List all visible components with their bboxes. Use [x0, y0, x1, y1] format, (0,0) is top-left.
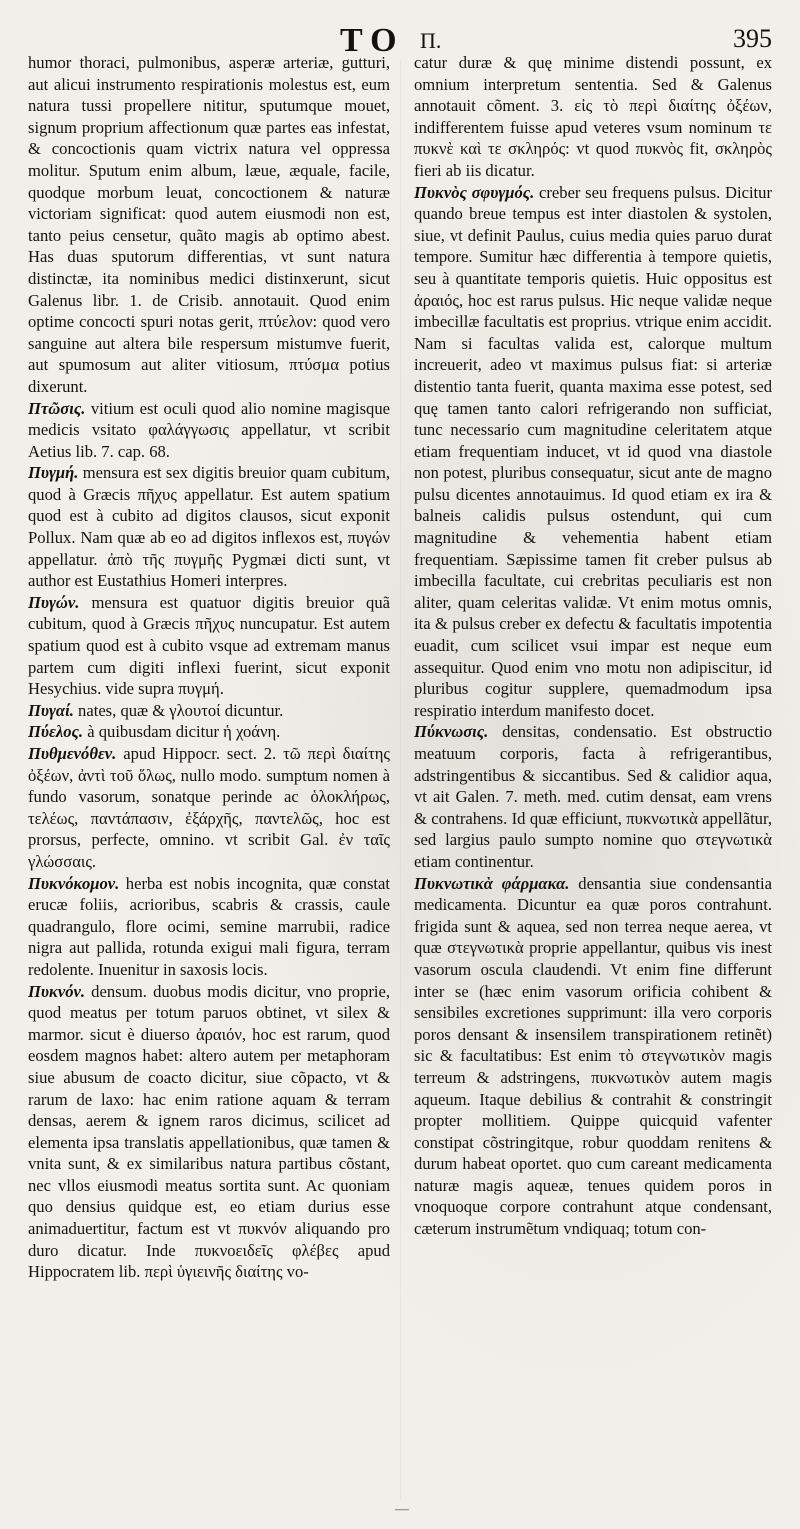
section-letter: Π. [420, 28, 442, 53]
running-title: TO [340, 22, 405, 59]
entry-lemma: Πυκνόν. [28, 981, 86, 1001]
column-gutter [400, 60, 401, 1500]
entry-text: vitium est oculi quod alio nomine magisque medicis vsitato φαλάγγωσις appellatur, vt scribit Aetius lib. 7. cap. 68. [28, 398, 390, 461]
dictionary-entry [28, 592, 390, 700]
left-column [28, 52, 390, 1500]
entry-text: densantia siue condensantia medicamenta. Dicuntur ea quæ poros contrahunt. frigida sunt & aquea, sed non terrea neque aerea, vt quæ στεγνωτικὰ proprie appellantur, quibus vis inest vasorum oscula claudendi. Vt enim fine differunt inter se (hæc enim vasorum orificia cohibent & sensibiles excretiones supprimunt: illa vero corporis poros densant & insensilem transpirationem retinẽt) sic & facultatibus: Est enim τὸ στεγνωτικὸν magis terreum & adstringens, πυκνωτικὸν autem magis aqueum. Itaque debilius & contrahit & constringit propter mollitiem. Quippe quicquid vafenter constipat cõstringitque, robur quoddam renitens & durum habeat oportet. quo cum careant medicamenta naturæ magis aqueæ, tenues quidem poros in vnoquoque corpore contrahunt atque condensant, cæterum instrumẽtum vndiquaq; totum con- [414, 873, 772, 1239]
dictionary-entry [414, 721, 772, 872]
entry-text: apud Hippocr. sect. 2. τῶ περὶ διαίτης ὀξέων, ἀντὶ τοῦ ὅλως, nullo modo. sumptum nomen à fundo vasorum, sonatque perinde ac ὁλοκλήρως, τελέως, παντάπασιν, ἐξάρχῆς, παντελῶς, hoc est prorsus, perfecte, omnino. vt scribit Gal. ἐν ταῖς γλώσσαις. [28, 744, 390, 871]
entry-lemma: Πυκνὸς σφυγμός. [414, 182, 535, 202]
entry-lemma: Πυγμή. [28, 463, 79, 483]
entry-text: mensura est sex digitis breuior quam cubitum, quod à Græcis πῆχυς appellatur. Est autem spatium quod est à cubito ad digitos clausos, sicut exponit Pollux. Nam quæ ab eo ad digitos inflexos est, πυγών appellatur. ἀπὸ τῆς πυγμῆς Pygmæi dicti sunt, vt author est Eustathius Homeri interpres. [28, 463, 390, 591]
entry-lemma: Πύκνωσις. [414, 722, 489, 742]
entry-lemma: Πυκνόκομον. [28, 873, 120, 893]
entry-lemma: Πύελος. [28, 722, 84, 742]
entry-text: creber seu frequens pulsus. Dicitur quando breue tempus est inter diastolen & systolen, siue, vt definit Paulus, cuius media quies paruo durat tempore. Sumitur hæc differentia à tempore quietis, seu à quantitate temporis quietis. Huic oppositus est ἀραιός, hoc est rarus pulsus. Hic neque validæ neque imbecillæ facultatis est proprius. vtrique enim accidit. Nam si facultas valida est, calorque multum increuerit, adeo vt maximus pulsus fiat: si arteriæ distentio tanta fuerit, quanta maxima esse potest, sed quę tamen tanto calori refrigerando non sufficiat, tunc necessario cum magnitudine celeritatem atque etiam frequentiam inducet, vt id quod vna diastole non potest, pluribus consequatur, sicut ante de magno pulsu dicentes annotauimus. Id quod etiam ex ira & balneis calidis pulsus ostendunt, qui cum magnitudine & vehementia habent etiam frequentiam. Sæpissime tamen fit creber pulsus ab imbecilla facultate, cui crebritas peculiaris est non aliter, quam celeritas validæ. Vt enim motus omnis, ita & pulsus creber ex defectu & facultatis impotentia euadit, cum scilicet vsui impar est neque eum assequitur. Quod enim vno motu non adipiscitur, id pluribus cogitur supplere, quemadmodum ipsa respiratio interdum manifesto docet. [414, 182, 772, 720]
dictionary-entry [414, 873, 772, 1240]
entry-text: densum. duobus modis dicitur, vno proprie, quod meatus per totum paruos obtinet, vt silex & marmor. sicut è diuerso ἀραιόν, hoc est rarum, quod eosdem magnos habet: altero autem per metaphoram siue abusum de coacto dicitur, siue cõpacto, vt & rarum de laxo: hac enim ratione aquam & terram densas, aerem & ignem raros dicimus, scilicet ad elementa ipsa translatis appellationibus, quæ tamen & vnita sunt, & ex similaribus natura partibus cõstant, nec vllos eiusmodi meatus sortita sunt. Ac quoniam quo densius quidque est, eo etiam durius esse animaduertitur, factum est vt πυκνόν aliquando pro duro dicatur. Inde πυκνοειδεῖς φλέβες apud Hippocratem lib. περὶ ὑγιεινῆς διαίτης vo- [28, 981, 390, 1282]
dictionary-entry [414, 182, 772, 722]
dictionary-entry [28, 52, 390, 398]
entry-lemma: Πτῶσις. [28, 398, 86, 418]
entry-text: mensura est quatuor digitis breuior quã cubitum, quod à Græcis πῆχυς nuncupatur. Est autem spatium quod est à cubito vsque ad extremam manus partem cum digiti inflexi fuerint, sicut exponit Hesychius. vide supra πυγμή. [28, 592, 390, 699]
dictionary-entry [28, 743, 390, 873]
entry-lemma: Πυγαί. [28, 700, 74, 720]
entry-lemma: Πυγών. [28, 592, 80, 612]
page-number: 395 [733, 24, 772, 53]
entry-text: densitas, condensatio. Est obstructio meatuum corporis, facta à refrigerantibus, adstringentibus & siccantibus. Sed & calidior aqua, vt ait Galen. 7. meth. med. cutim densat, eam vrens & contrahens. Id quæ efficiunt, πυκνωτικὰ appellãtur, sed largius paulo sumpto nomine quo στεγνωτικὰ etiam continentur. [414, 722, 772, 871]
entry-text: catur duræ & quę minime distendi possunt, ex omnium interpretum sententia. Sed & Galenus annotauit cõment. 3. εἰς τὸ περὶ διαίτης ὀξέων, indifferentem fuisse apud veteres vsum nominum τε πυκνὲ καὶ τε σκληρός: vt quod πυκνὸς fit, σκληρὸς fieri ab iis dicatur. [414, 53, 772, 180]
entry-text: herba est nobis incognita, quæ constat erucæ foliis, acrioribus, scabris & crassis, caule quadrangulo, flore ocimi, semine marrubii, radice nigra aut pallida, rotunda exigui mali figura, terram redolente. Inuenitur in saxosis locis. [28, 873, 390, 979]
entry-text: nates, quæ & γλουτοί dicuntur. [78, 700, 284, 720]
footer-mark: — [395, 1502, 409, 1517]
dictionary-entry [28, 721, 390, 743]
entry-lemma: Πυθμενόθεν. [28, 744, 117, 763]
right-column [414, 52, 772, 1500]
entry-lemma: Πυκνωτικὰ φάρμακα. [414, 873, 570, 893]
entry-text: à quibusdam dicitur ἡ χοάνη. [87, 722, 281, 742]
dictionary-entry [28, 981, 390, 1283]
dictionary-entry [28, 398, 390, 463]
dictionary-entry [28, 700, 390, 722]
dictionary-entry [28, 873, 390, 981]
dictionary-entry [28, 462, 390, 592]
dictionary-entry [414, 52, 772, 182]
entry-text: humor thoraci, pulmonibus, asperæ arteriæ, gutturi, aut alicui instrumento respirationis molestus est, eum natura tussi propellere nititur, sputumque mouet, signum proprium affectionum quæ partes eas infestat, & concoctionis quam victrix natura vel oppressa molitur. Sputum enim album, læue, æquale, facile, quodque morbum leuat, concoctionem & naturæ victoriam significat: quod autem eiusmodi non est, tanto peius censetur, quãto magis ab optimo abest. Has duas sputorum differentias, vt sunt natura distinctæ, ita nominibus medici distinxerunt, sicut Galenus libr. 1. de Crisib. annotauit. Quod enim optime concocti spuri notas gerit, πτύελον: quod vero sanguine aut altera bile respersum mistumve fuerit, aut spumosum aut aliter vitiosum, πτύσμα potius dixerunt. [28, 53, 390, 396]
